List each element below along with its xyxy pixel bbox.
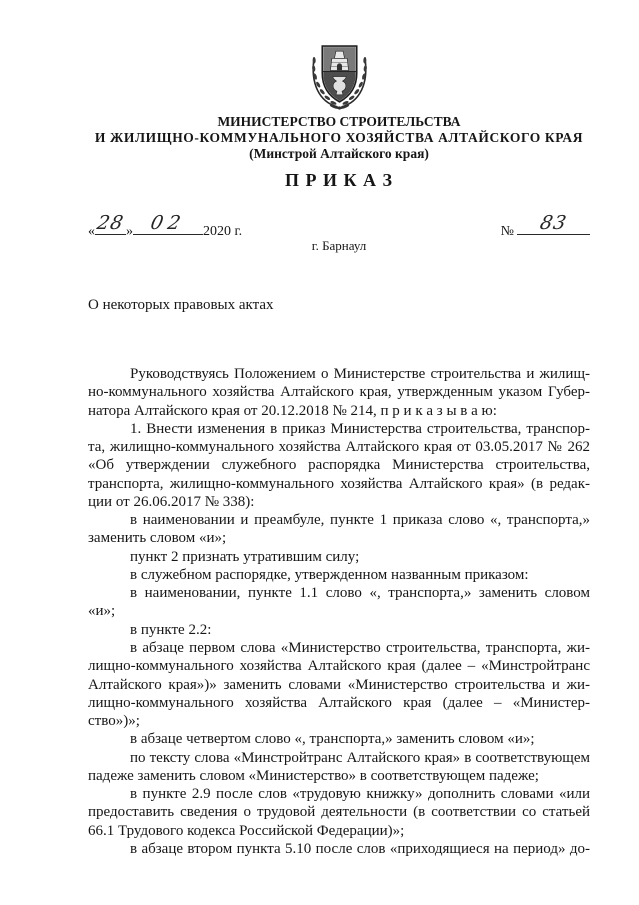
text-line: Алтайского края»)» заменить словами «Министерство строительства и жи-	[88, 676, 590, 693]
text-line: падеже заменить словом «Министерство» в соответствующем падеже;	[88, 767, 539, 784]
order-body	[88, 365, 590, 858]
text-line: но-коммунального хозяйства Алтайского края, утвержденным указом Губер-	[88, 384, 590, 401]
text-line: лищно-коммунального хозяйства Алтайского края (далее – «Минстройтранс	[88, 658, 590, 675]
text-line: заменить словом «и»;	[88, 530, 227, 547]
handwritten-day: 28	[95, 212, 126, 234]
text-line: в пункте 2.2:	[130, 621, 212, 638]
text-line: в пункте 2.9 после слов «трудовую книжку» дополнить словами «или	[130, 786, 590, 803]
month-blank	[133, 212, 203, 235]
day-blank	[95, 212, 126, 235]
coat-of-arms-icon	[306, 37, 373, 112]
date-open-quote: «	[88, 224, 95, 239]
ministry-name-line-2: И ЖИЛИЩНО-КОММУНАЛЬНОГО ХОЗЯЙСТВА АЛТАЙСКОГО КРАЯ	[94, 130, 584, 145]
date-year: 2020 г.	[203, 224, 243, 239]
text-line: натора Алтайского края от 20.12.2018 № 214, п р и к а з ы в а ю:	[88, 402, 497, 419]
text-line: ции от 26.06.2017 № 338):	[88, 493, 255, 510]
text-line: лищно-коммунального хозяйства Алтайского края (далее – «Министер-	[88, 694, 590, 711]
handwritten-month: 02	[148, 212, 188, 234]
text-line: «и»;	[88, 603, 116, 620]
text-line: та, жилищно-коммунального хозяйства Алтайского края от 03.05.2017 № 262	[88, 439, 590, 456]
text-line: в наименовании, пункте 1.1 слово «, транспорта,» заменить словом	[130, 585, 590, 602]
city-name: г. Барнаул	[311, 238, 367, 253]
text-line: в абзаце четвертом слово «, транспорта,» заменить словом «и»;	[130, 731, 535, 748]
text-line: по тексту слова «Минстройтранс Алтайского края» в соответствующем	[130, 749, 590, 766]
text-line: ство»)»;	[88, 713, 140, 730]
document-type-title: П Р И К А З	[284, 170, 394, 190]
date-close-quote: »	[126, 224, 133, 239]
text-line: в наименовании и преамбуле, пункте 1 приказа слово «, транспорта,»	[130, 512, 590, 529]
text-line: 1. Внести изменения в приказ Министерства строительства, транспор-	[130, 420, 590, 437]
ministry-name-line-1: МИНИСТЕРСТВО СТРОИТЕЛЬСТВА	[217, 114, 461, 129]
text-line: в абзаце первом слова «Министерство строительства, транспорта, жи-	[130, 639, 590, 656]
text-line: в абзаце втором пункта 5.10 после слов «приходящиеся на период» до-	[130, 840, 590, 857]
ribbon	[330, 105, 348, 110]
text-line: 66.1 Трудового кодекса Российской Федерации)»;	[88, 822, 405, 839]
handwritten-number: 83	[538, 212, 569, 234]
text-line: Руководствуясь Положением о Министерстве строительства и жилищ-	[130, 366, 590, 382]
text-line: предоставить сведения о трудовой деятельности (в соответствии со статьей	[88, 804, 590, 821]
order-subject: О некоторых правовых актах	[88, 297, 274, 313]
ministry-short-name: (Минстрой Алтайского края)	[249, 146, 429, 161]
text-line: пункт 2 признать утратившим силу;	[130, 548, 360, 565]
text-line: в служебном распорядке, утвержденном названным приказом:	[130, 566, 529, 583]
number-sign: №	[500, 224, 514, 239]
text-line: «Об утверждении служебного распорядка Министерства строительства,	[88, 457, 590, 474]
text-line: транспорта, жилищно-коммунального хозяйства Алтайского края» (в редак-	[88, 475, 590, 492]
number-blank	[517, 212, 590, 235]
